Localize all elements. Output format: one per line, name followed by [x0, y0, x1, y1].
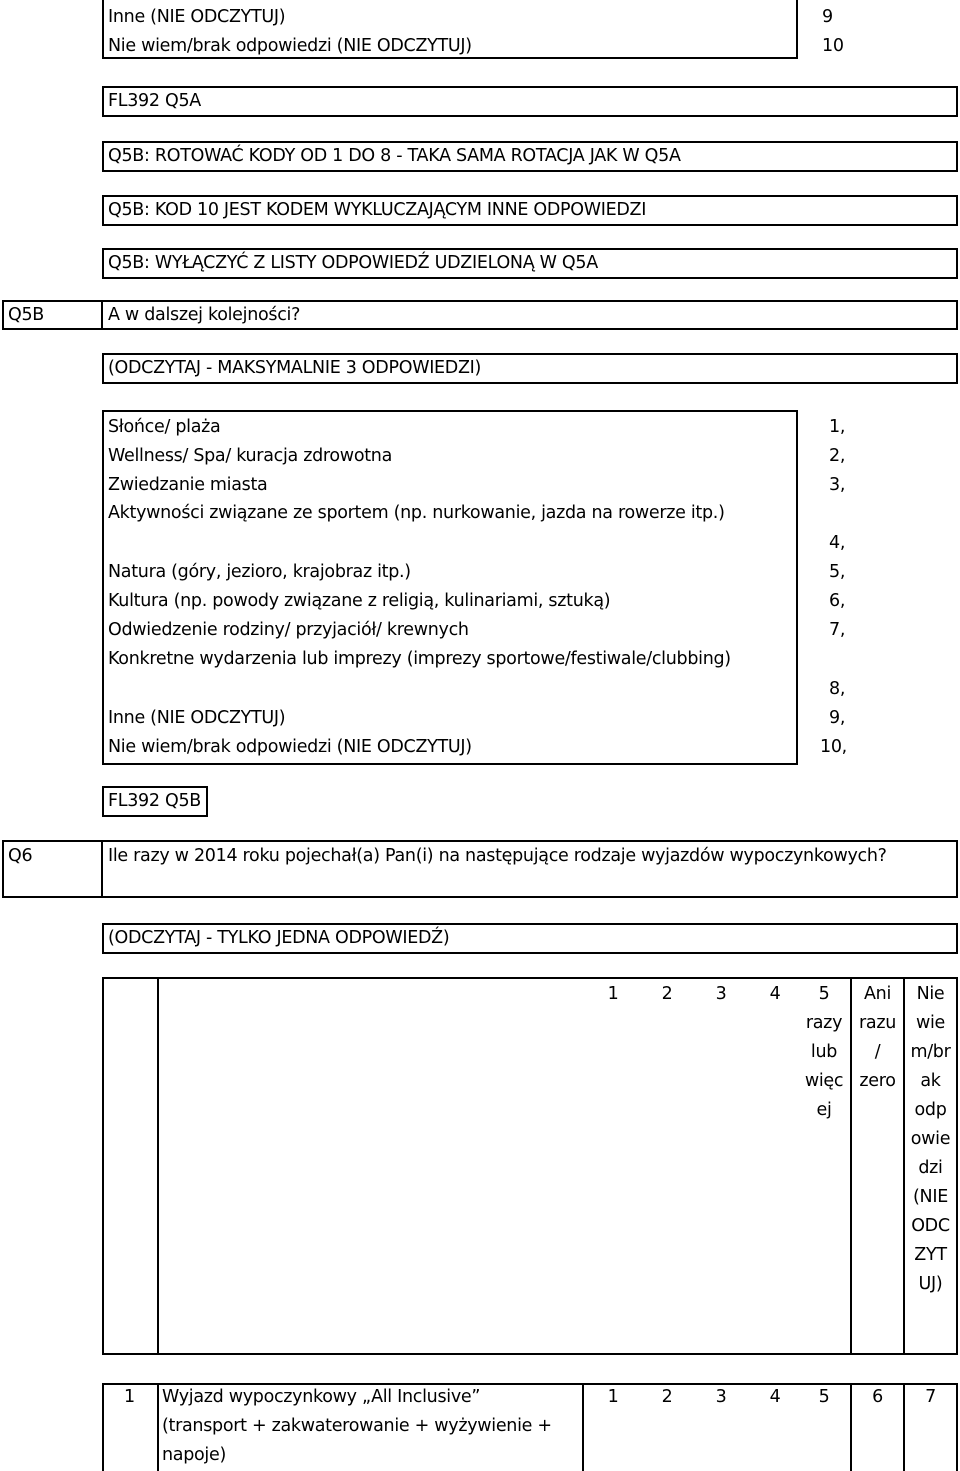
option-label: Aktywności związane ze sportem (np. nurkowanie, jazda na rowerze itp.): [108, 503, 725, 523]
instruction-text: Q5B: WYŁĄCZYĆ Z LISTY ODPOWIEDŹ UDZIELONĄ W Q5A: [108, 253, 598, 273]
filter-label-q5b: FL392 Q5B: [108, 791, 201, 811]
option-label: Zwiedzanie miasta: [108, 475, 268, 495]
option-code: 8,: [829, 679, 846, 699]
option-label: Nie wiem/brak odpowiedzi (NIE ODCZYTUJ): [108, 36, 472, 56]
column-header-1: 1: [607, 984, 619, 1004]
column-header-4: 4: [769, 984, 781, 1004]
row-label: napoje): [162, 1445, 226, 1465]
option-label: Kultura (np. powody związane z religią, kulinariami, sztuką): [108, 591, 611, 611]
option-label: Odwiedzenie rodziny/ przyjaciół/ krewnych: [108, 620, 469, 640]
answer-code[interactable]: 7: [925, 1387, 936, 1407]
option-label: Natura (góry, jezioro, krajobraz itp.): [108, 562, 411, 582]
option-code: 9,: [829, 708, 846, 728]
option-label: Słońce/ plaża: [108, 417, 221, 437]
answer-code[interactable]: 6: [872, 1387, 883, 1407]
instruction-text: Q5B: ROTOWAĆ KODY OD 1 DO 8 - TAKA SAMA ROTACJA JAK W Q5A: [108, 146, 681, 166]
option-code: 10: [822, 36, 844, 56]
read-note: (ODCZYTAJ - TYLKO JEDNA ODPOWIEDŹ): [108, 928, 450, 948]
column-divider: [157, 1383, 159, 1471]
filter-label-q5a: FL392 Q5A: [108, 91, 201, 111]
option-code: 3,: [829, 475, 846, 495]
option-code: 5,: [829, 562, 846, 582]
answer-code[interactable]: 5: [818, 1387, 830, 1407]
option-code: 10,: [820, 737, 847, 757]
question-text: A w dalszej kolejności?: [108, 305, 301, 325]
option-label: Inne (NIE ODCZYTUJ): [108, 708, 286, 728]
option-label: Wellness/ Spa/ kuracja zdrowotna: [108, 446, 393, 466]
instruction-text: Q5B: KOD 10 JEST KODEM WYKLUCZAJĄCYM INNE ODPOWIEDZI: [108, 200, 647, 220]
option-label: Inne (NIE ODCZYTUJ): [108, 7, 286, 27]
row-label: (transport + zakwaterowanie + wyżywienie +: [162, 1416, 552, 1436]
answer-code[interactable]: 1: [607, 1387, 619, 1407]
column-header-3: 3: [715, 984, 727, 1004]
answer-code[interactable]: 3: [715, 1387, 727, 1407]
row-label: Wyjazd wypoczynkowy „All Inclusive”: [162, 1387, 481, 1407]
question-id: Q6: [8, 846, 33, 866]
option-code: 2,: [829, 446, 846, 466]
filter-box-q5a: [102, 86, 958, 117]
question-text: Ile razy w 2014 roku pojechał(a) Pan(i) na następujące rodzaje wyjazdów wypoczynkowych?: [108, 846, 887, 866]
option-code: 6,: [829, 591, 846, 611]
read-note: (ODCZYTAJ - MAKSYMALNIE 3 ODPOWIEDZI): [108, 358, 482, 378]
question-id: Q5B: [8, 305, 45, 325]
option-label: Nie wiem/brak odpowiedzi (NIE ODCZYTUJ): [108, 737, 472, 757]
option-code: 7,: [829, 620, 846, 640]
column-divider: [582, 1383, 584, 1471]
column-divider: [157, 977, 159, 1355]
column-header-2: 2: [661, 984, 673, 1004]
option-code: 9: [822, 7, 833, 27]
option-code: 4,: [829, 533, 846, 553]
answer-code[interactable]: 2: [661, 1387, 673, 1407]
column-header-5-or-more: 5 razy lub więc ej: [804, 984, 844, 1120]
column-header-dont-know: Nie wie m/br ak odp owie dzi (NIE ODC ZYT UJ): [910, 984, 951, 1294]
row-number: 1: [124, 1387, 135, 1407]
column-header-zero: Ani razu / zero: [859, 984, 896, 1091]
option-code: 1,: [829, 417, 846, 437]
answer-code[interactable]: 4: [769, 1387, 781, 1407]
option-label: Konkretne wydarzenia lub imprezy (imprezy sportowe/festiwale/clubbing): [108, 649, 731, 669]
